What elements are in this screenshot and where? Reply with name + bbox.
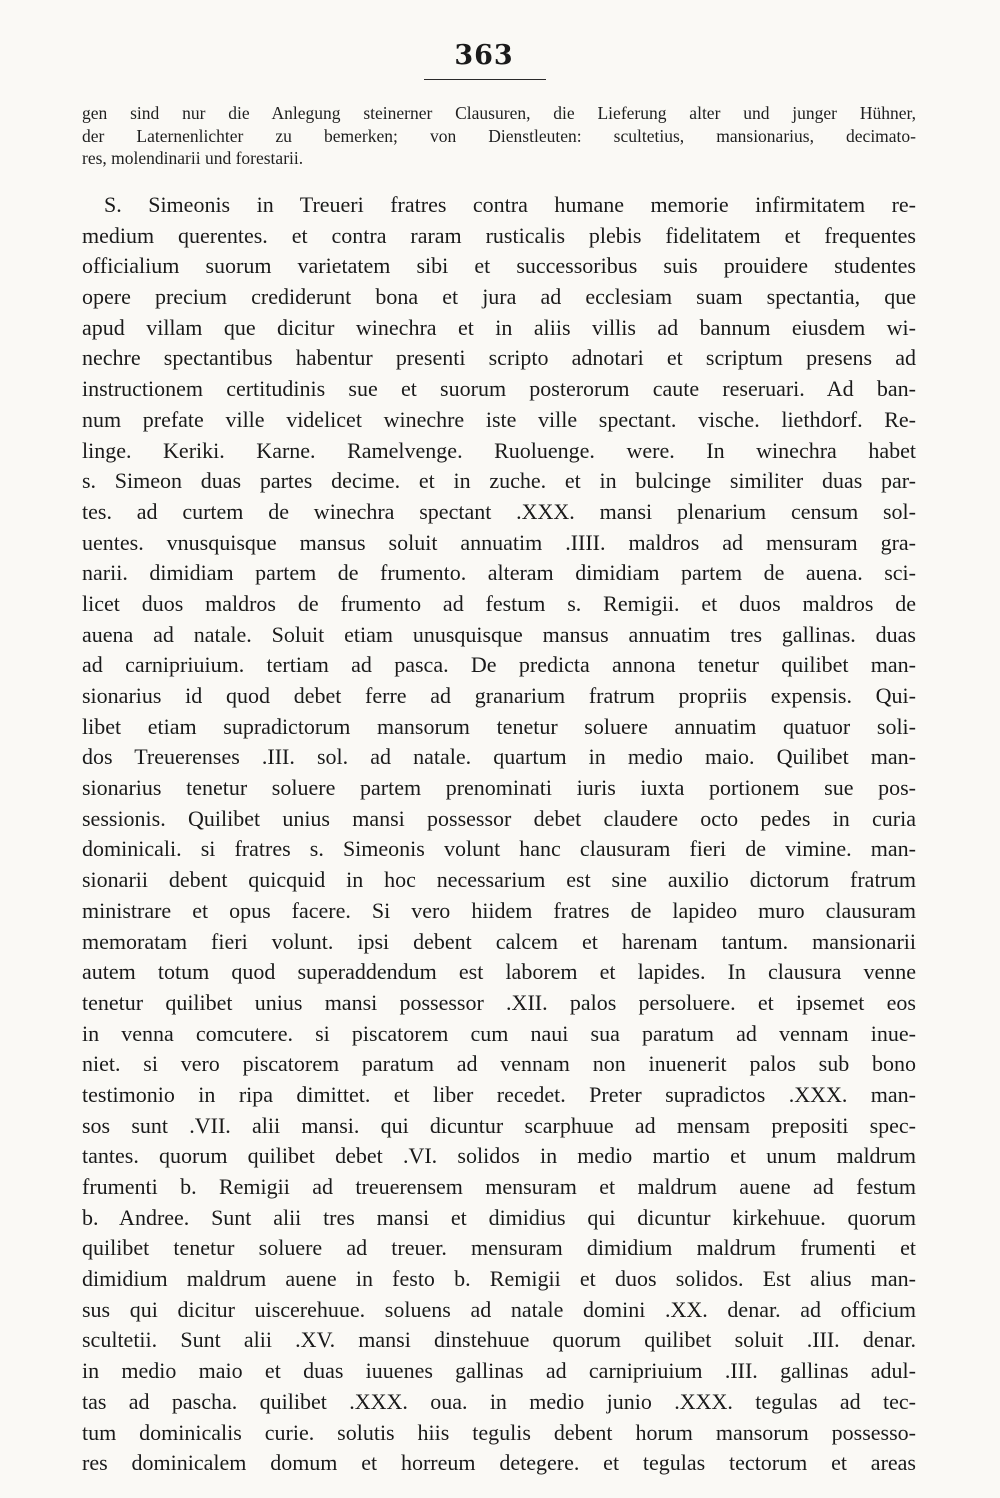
text-line: b. Andree. Sunt alii tres mansi et dimidius qui dicuntur kirkehuue. quorum xyxy=(82,1204,916,1230)
page-number-rule xyxy=(424,79,546,80)
text-line: memoratam fieri volunt. ipsi debent calcem et harenam tantum. mansionarii xyxy=(82,928,916,954)
footnote-line: der Laternenlichter zu bemerken; von Dienstleuten: scultetius, mansionarius, decimato- xyxy=(82,125,916,146)
text-line: officialium suorum varietatem sibi et successoribus suis prouidere studentes xyxy=(82,253,916,279)
text-line: s. Simeon duas partes decime. et in zuche. et in bulcinge similiter duas par- xyxy=(82,468,916,494)
text-line: narii. dimidiam partem de frumento. alteram dimidiam partem de auena. sci- xyxy=(82,560,916,586)
text-line: ad carnipriuium. tertiam ad pasca. De predicta annona tenetur quilibet man- xyxy=(82,652,916,678)
main-text-block xyxy=(82,190,916,1479)
text-line: linge. Keriki. Karne. Ramelvenge. Ruoluenge. were. In winechra habet xyxy=(82,437,916,463)
text-line: dos Treuerenses .III. sol. ad natale. quartum in medio maio. Quilibet man- xyxy=(82,744,916,770)
text-line: in venna comcutere. si piscatorem cum naui sua paratum ad vennam inue- xyxy=(82,1020,916,1046)
text-line: instructionem certitudinis sue et suorum posterorum caute reseruari. Ad ban- xyxy=(82,376,916,402)
text-line: frumenti b. Remigii ad treuerensem mensuram et maldrum auene ad festum xyxy=(82,1174,916,1199)
text-line: sessionis. Quilibet unius mansi possessor debet claudere octo pedes in curia xyxy=(82,805,916,831)
text-line: tas ad pascha. quilibet .XXX. oua. in medio junio .XXX. tegulas ad tec- xyxy=(82,1388,916,1414)
text-line: sus qui dicitur uiscerehuue. soluens ad natale domini .XX. denar. ad officium xyxy=(82,1296,916,1322)
text-line: res dominicalem domum et horreum detegere. et tegulas tectorum et areas xyxy=(82,1450,916,1476)
text-line: num prefate ville videlicet winechre iste ville spectant. vische. liethdorf. Re- xyxy=(82,406,916,432)
text-line: scultetii. Sunt alii .XV. mansi dinstehuue quorum quilibet soluit .III. denar. xyxy=(82,1327,916,1353)
text-line: medium querentes. et contra raram rusticalis plebis fidelitatem et frequentes xyxy=(82,222,916,248)
text-line: licet duos maldros de frumento ad festum s. Remigii. et duos maldros de xyxy=(82,590,916,616)
text-line: opere precium crediderunt bona et jura ad ecclesiam suam spectantia, que xyxy=(82,284,916,310)
text-line: auena ad natale. Soluit etiam unusquisque mansus annuatim tres gallinas. duas xyxy=(82,621,916,647)
footnote-line: gen sind nur die Anlegung steinerner Clausuren, die Lieferung alter und junger Hühner, xyxy=(82,103,916,123)
text-line: quilibet tenetur soluere ad treuer. mensuram dimidium maldrum frumenti et xyxy=(82,1235,916,1261)
text-line: apud villam que dicitur winechra et in aliis villis ad bannum eiusdem wi- xyxy=(82,314,916,340)
text-line: sionarii debent quicquid in hoc necessarium est sine auxilio dictorum fratrum xyxy=(82,867,916,893)
text-line: libet etiam supradictorum mansorum tenetur soluere annuatim quatuor soli- xyxy=(82,713,916,739)
text-line: nechre spectantibus habentur presenti scripto adnotari et scriptum presens ad xyxy=(82,345,916,371)
text-line: uentes. vnusquisque mansus soluit annuatim .IIII. maldros ad mensuram gra- xyxy=(82,529,916,555)
text-line: tantes. quorum quilibet debet .VI. solidos in medio martio et unum maldrum xyxy=(82,1143,916,1169)
text-line: tenetur quilibet unius mansi possessor .XII. palos persoluere. et ipsemet eos xyxy=(82,989,916,1015)
footnote-block xyxy=(82,102,916,170)
text-line: dominicali. si fratres s. Simeonis volunt hanc clausuram fieri de vimine. man- xyxy=(82,836,916,862)
text-line: sos sunt .VII. alii mansi. qui dicuntur scarphuue ad mensam prepositi spec- xyxy=(82,1112,916,1138)
text-line: autem totum quod superaddendum est laborem et lapides. In clausura venne xyxy=(82,959,916,985)
text-line: sionarius tenetur soluere partem prenominati iuris iuxta portionem sue pos- xyxy=(82,775,916,801)
text-line: niet. si vero piscatorem paratum ad vennam non inuenerit palos sub bono xyxy=(82,1051,916,1077)
footnote-line: res, molendinarii und forestarii. xyxy=(82,148,304,168)
page-number: 363 xyxy=(454,40,514,71)
text-line: in medio maio et duas iuuenes gallinas ad carnipriuium .III. gallinas adul- xyxy=(82,1358,916,1384)
text-line: sionarius id quod debet ferre ad granarium fratrum propriis expensis. Qui- xyxy=(82,683,916,708)
text-line: S. Simeonis in Treueri fratres contra humane memorie infirmitatem re- xyxy=(104,192,916,217)
text-line: ministrare et opus facere. Si vero hiidem fratres de lapideo muro clausuram xyxy=(82,897,916,923)
text-line: tes. ad curtem de winechra spectant .XXX. mansi plenarium censum sol- xyxy=(82,498,916,524)
text-line: tum dominicalis curie. solutis hiis tegulis debent horum mansorum possesso- xyxy=(82,1419,916,1445)
text-line: dimidium maldrum auene in festo b. Remigii et duos solidos. Est alius man- xyxy=(82,1266,916,1292)
text-line: testimonio in ripa dimittet. et liber recedet. Preter supradictos .XXX. man- xyxy=(82,1081,916,1107)
